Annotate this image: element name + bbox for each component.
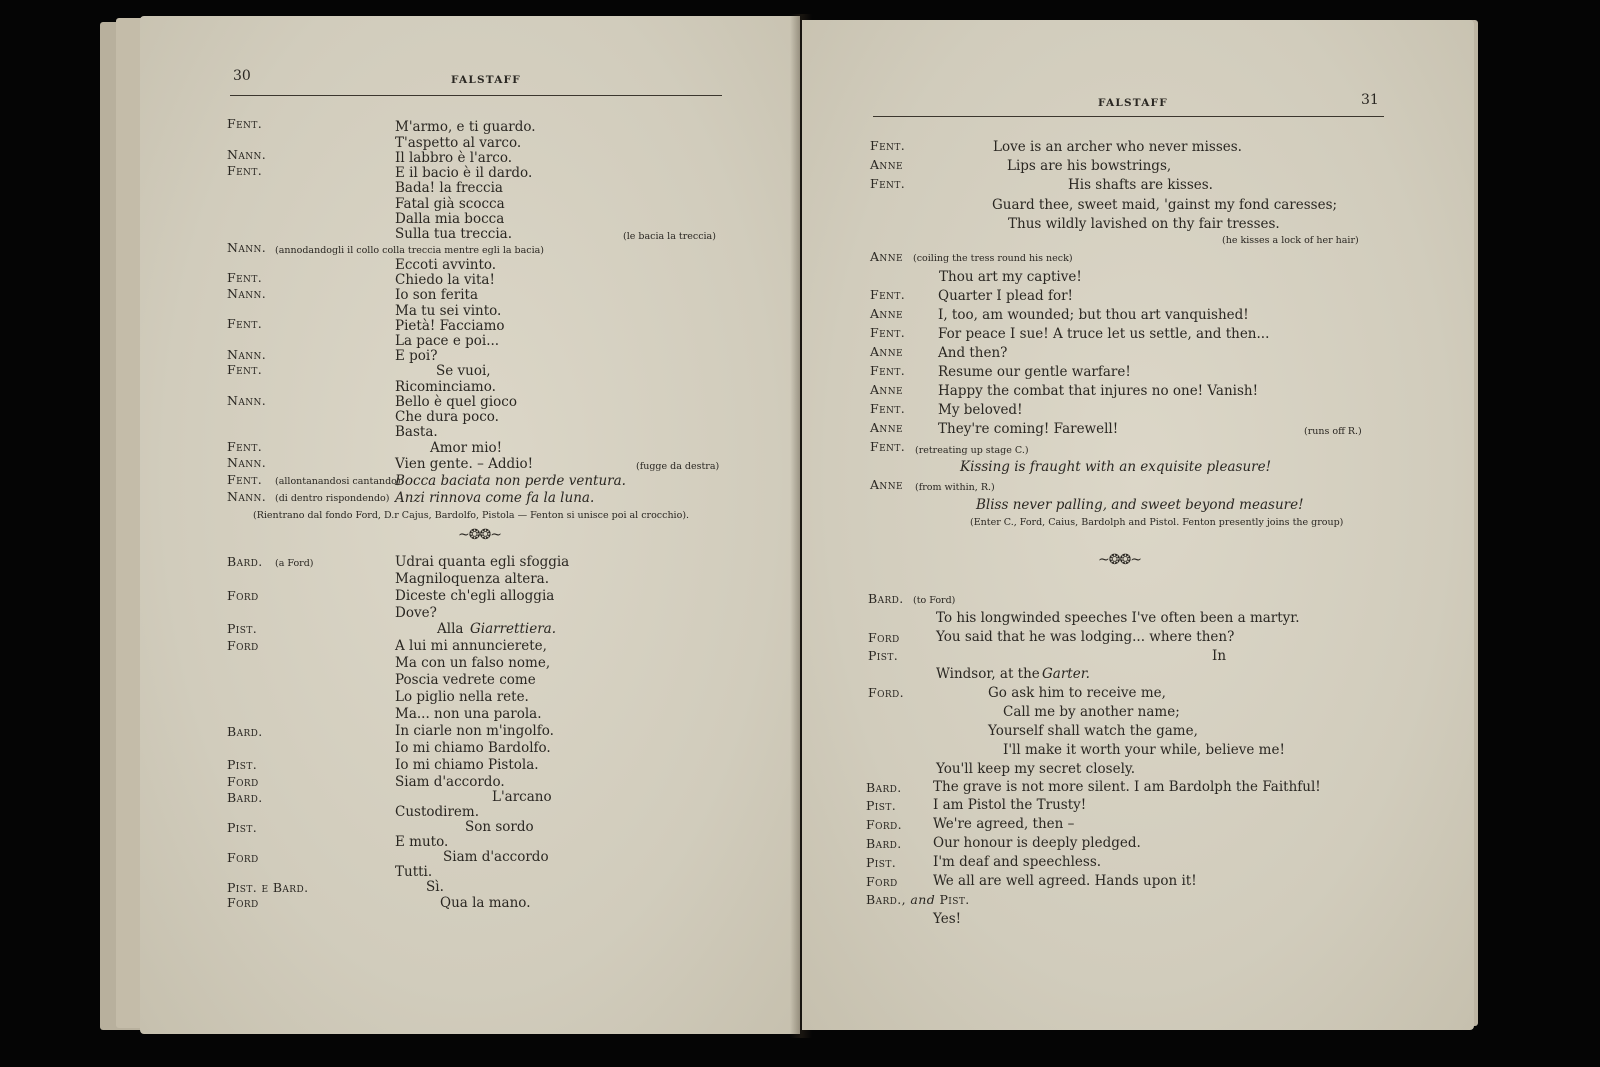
verse-line: Thou art my captive! [939,269,1082,285]
speaker: Fent. [227,163,263,178]
speaker: Fent. [227,472,263,487]
speaker: Bard. [227,554,263,569]
stage-direction: (to Ford) [913,595,956,606]
stage-direction: (from within, R.) [915,482,995,493]
verse-line: Thus wildly lavished on thy fair tresses. [1008,216,1280,232]
verse-line: Happy the combat that injures no one! Vanish! [938,383,1259,399]
speaker: Ford [227,638,259,653]
speaker: Ford [227,588,259,603]
ornament-divider: ~❂❂~ [1098,552,1141,568]
stage-direction: (a Ford) [275,558,314,569]
verse-line: Sulla tua treccia. [395,226,513,242]
page-number-right: 31 [1361,92,1379,108]
verse-line: Tutti. [395,864,433,880]
speaker: Anne [870,249,903,264]
verse-line: The grave is not more silent. I am Bardolph the Faithful! [933,779,1321,795]
verse-line: And then? [938,345,1008,361]
verse-line: Dove? [395,605,437,621]
stage-direction: (di dentro rispondendo) [275,493,390,504]
verse-line: Garter. [1042,666,1090,682]
speaker: Fent. [870,138,906,153]
verse-line: I'm deaf and speechless. [933,854,1102,870]
verse-line: Lips are his bowstrings, [1007,158,1172,174]
verse-line: Ricominciamo. [395,379,496,395]
speaker: Pist. [866,855,897,870]
verse-line: E il bacio è il dardo. [395,165,533,181]
speaker-pistol: Pist. [939,892,970,907]
running-head-right: FALSTAFF [1098,97,1168,109]
page-number-left: 30 [233,68,251,84]
speaker: Anne [870,344,903,359]
verse-line: His shafts are kisses. [1068,177,1213,193]
verse-line: Son sordo [465,819,534,835]
left-page [140,16,800,1034]
verse-line: Basta. [395,424,438,440]
stage-direction: (retreating up stage C.) [915,445,1029,456]
speaker: Pist. e Bard. [227,880,309,895]
verse-line: M'armo, e ti guardo. [395,119,536,135]
speaker: Ford. [866,817,903,832]
speaker: Bard. [866,780,902,795]
verse-line: Dalla mia bocca [395,211,505,227]
verse-line: Resume our gentle warfare! [938,364,1131,380]
verse-line: We're agreed, then – [933,816,1075,832]
verse-line: To his longwinded speeches I've often been a martyr. [936,610,1300,626]
verse-line: Diceste ch'egli alloggia [395,588,555,604]
speaker-combined [866,892,970,907]
verse-line: Magniloquenza altera. [395,571,550,587]
stage-direction: (runs off R.) [1304,426,1362,437]
speaker: Ford. [868,685,905,700]
verse-line: Siam d'accordo [443,849,549,865]
speaker: Nann. [227,286,267,301]
verse-line: I, too, am wounded; but thou art vanquished! [938,307,1249,323]
speaker: Nann. [227,489,267,504]
header-rule-left [230,95,722,96]
verse-line: Call me by another name; [1003,704,1180,720]
verse-line: Poscia vedrete come [395,672,536,688]
speaker: Pist. [866,798,897,813]
verse-line: Windsor, at the [936,666,1040,682]
verse-line: Chiedo la vita! [395,272,495,288]
speaker: Anne [870,420,903,435]
verse-line: Go ask him to receive me, [988,685,1166,701]
speaker: Ford [866,874,898,889]
speaker: Pist. [227,621,258,636]
verse-line: Guard thee, sweet maid, 'gainst my fond caresses; [992,197,1338,213]
speaker: Anne [870,157,903,172]
speaker: Pist. [868,648,899,663]
verse-line: E muto. [395,834,449,850]
verse-line: Ma... non una parola. [395,706,542,722]
speaker: Nann. [227,347,267,362]
speaker: Anne [870,477,903,492]
speaker: Nann. [227,393,267,408]
verse-line: L'arcano [492,789,552,805]
header-rule-right [873,116,1384,117]
speaker: Ford [227,850,259,865]
verse-line: Our honour is deeply pledged. [933,835,1141,851]
verse-line: Sì. [426,879,444,895]
speaker-conjunction: and [910,892,936,907]
verse-line: Custodirem. [395,804,479,820]
speaker: Fent. [870,439,906,454]
speaker: Fent. [227,316,263,331]
speaker: Bard. [227,724,263,739]
verse-line: Lo piglio nella rete. [395,689,529,705]
stage-direction: (Rientrano dal fondo Ford, D.r Cajus, Bardolfo, Pistola — Fenton si unisce poi al crocchio). [253,510,690,521]
verse-line: Io mi chiamo Pistola. [395,757,539,773]
speaker: Fent. [870,401,906,416]
verse-line: Yourself shall watch the game, [988,723,1198,739]
verse-line: For peace I sue! A truce let us settle, and then... [938,326,1270,342]
speaker: Bard. [868,591,904,606]
speaker: Fent. [870,287,906,302]
stage-direction: (he kisses a lock of her hair) [1222,235,1359,246]
right-page [802,20,1474,1030]
verse-line: We all are well agreed. Hands upon it! [933,873,1197,889]
verse-line: Io son ferita [395,287,479,303]
verse-line: I'll make it worth your while, believe me! [1003,742,1285,758]
verse-line: Bada! la freccia [395,180,503,196]
speaker: Ford [227,774,259,789]
speaker: Fent. [870,363,906,378]
verse-line: In ciarle non m'ingolfo. [395,723,554,739]
verse-line: Yes! [933,911,962,927]
verse-line: Bliss never palling, and sweet beyond measure! [976,497,1304,513]
speaker: Fent. [227,270,263,285]
speaker: Fent. [227,362,263,377]
speaker: Anne [870,382,903,397]
speaker: Ford [868,630,900,645]
verse-line: E poi? [395,348,438,364]
verse-line: Bello è quel gioco [395,394,517,410]
verse-line: Io mi chiamo Bardolfo. [395,740,551,756]
verse-line: Giarrettiera. [470,621,556,637]
verse-line: T'aspetto al varco. [395,135,522,151]
verse-line: Se vuoi, [436,363,491,379]
speaker: Nann. [227,240,267,255]
verse-line: You said that he was lodging... where then? [936,629,1235,645]
stage-direction: (annodandogli il collo colla treccia mentre egli la bacia) [275,245,545,256]
stage-direction: (fugge da destra) [636,461,720,472]
verse-line: Udrai quanta egli sfoggia [395,554,570,570]
verse-line: Pietà! Facciamo [395,318,505,334]
verse-line: Love is an archer who never misses. [993,139,1242,155]
speaker: Fent. [227,439,263,454]
verse-line: My beloved! [938,402,1023,418]
stage-direction: (le bacia la treccia) [623,231,716,242]
speaker: Ford [227,895,259,910]
speaker: Bard. [866,836,902,851]
verse-line: Qua la mano. [440,895,531,911]
verse-line: Quarter I plead for! [938,288,1073,304]
verse-line: A lui mi annuncierete, [395,638,547,654]
verse-line: They're coming! Farewell! [938,421,1119,437]
running-head-left: FALSTAFF [451,74,521,86]
verse-line: Amor mio! [430,440,503,456]
verse-line: In [1212,648,1227,664]
stage-direction: (coiling the tress round his neck) [913,253,1073,264]
stage-direction: (Enter C., Ford, Caius, Bardolph and Pistol. Fenton presently joins the group) [970,517,1344,528]
verse-line: Siam d'accordo. [395,774,505,790]
verse-line: Vien gente. – Addio! [395,456,534,472]
speaker: Anne [870,306,903,321]
verse-line: You'll keep my secret closely. [936,761,1136,777]
verse-line: La pace e poi... [395,333,500,349]
verse-line: I am Pistol the Trusty! [933,797,1087,813]
speaker-bardolph: Bard., [866,892,907,907]
speaker: Fent. [227,116,263,131]
verse-line: Che dura poco. [395,409,499,425]
verse-line: Ma con un falso nome, [395,655,551,671]
speaker: Bard. [227,790,263,805]
verse-line: Kissing is fraught with an exquisite pleasure! [960,459,1272,475]
verse-line: Bocca baciata non perde ventura. [395,473,626,489]
verse-line: Alla [437,621,464,637]
speaker: Pist. [227,820,258,835]
verse-line: Ma tu sei vinto. [395,303,502,319]
stage-direction: (allontanandosi cantando) [275,476,401,487]
speaker: Fent. [870,176,906,191]
speaker: Pist. [227,757,258,772]
speaker: Fent. [870,325,906,340]
verse-line: Fatal già scocca [395,196,505,212]
verse-line: Eccoti avvinto. [395,257,497,273]
verse-line: Il labbro è l'arco. [395,150,513,166]
ornament-divider: ~❂❂~ [458,527,501,543]
verse-line: Anzi rinnova come fa la luna. [395,490,595,506]
speaker: Nann. [227,455,267,470]
speaker: Nann. [227,147,267,162]
